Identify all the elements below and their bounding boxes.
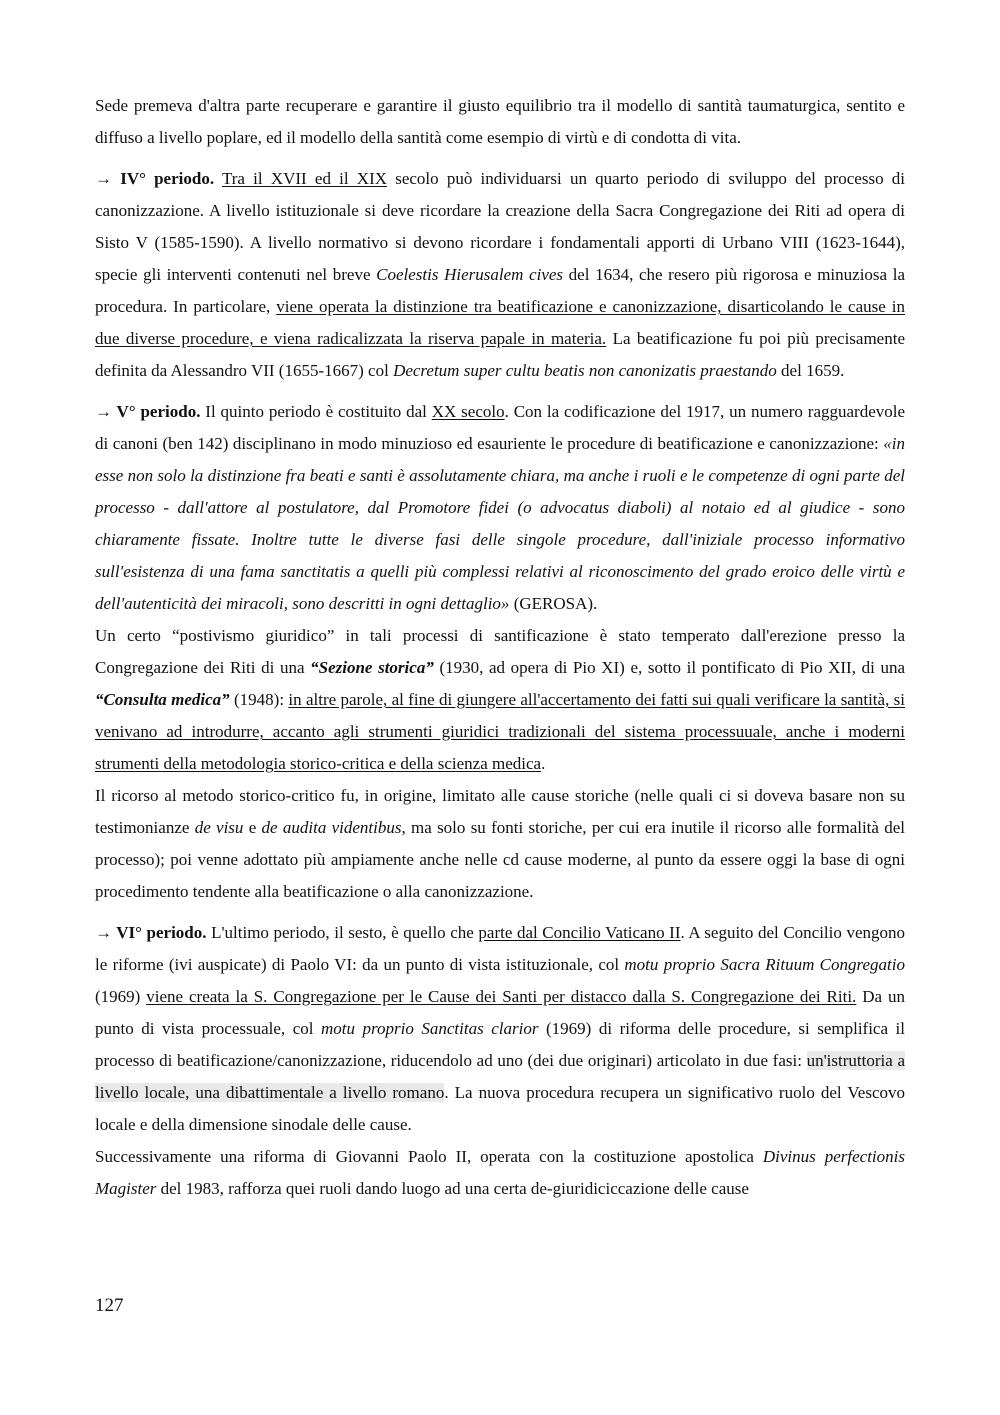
text-run: La beatificazione fu poi più precisamente definita da Alessandro VII (1655-1667) col xyxy=(95,329,905,380)
document-body xyxy=(95,90,905,1205)
text-run: . Con la codificazione del 1917, un numero ragguardevole di canoni (ben 142) disciplinano in modo minuzioso ed esauriente le procedure di beatificazione e canonizzazione: xyxy=(95,402,906,453)
highlighted-phrase: un'istruttoria a livello locale, una dibattimentale a livello romano xyxy=(95,1051,905,1102)
underlined-phrase: parte dal Concilio Vaticano II xyxy=(478,923,681,942)
text-run: L'ultimo periodo, il sesto, è quello che xyxy=(206,923,479,942)
bold-italic-term: “Sezione storica” xyxy=(310,658,434,677)
text-run: secolo può individuarsi un quarto periodo di sviluppo del processo di canonizzazione. A livello istituzionale si deve ricordare la creazione della Sacra Congregazione dei Riti ad opera di Sisto V (1585-1590). A livello normativo si devono ricordare i fondamentali apporti di Urbano VIII (1623-1644), specie gli interventi contenuti nel breve xyxy=(95,169,905,284)
text-run: del 1659. xyxy=(776,361,845,380)
text-run: (1930, ad opera di Pio XI) e, sotto il pontificato di Pio XII, di una xyxy=(433,658,906,677)
underlined-phrase: Tra il XVII ed il XIX xyxy=(221,169,388,188)
italic-title: Coelestis Hierusalem cives xyxy=(376,265,564,284)
text-run: Da un punto di vista processuale, col xyxy=(95,987,906,1038)
text-run: Il ricorso al metodo storico-critico fu, in origine, limitato alle cause storiche (nelle quali ci si doveva basare non su testimonianze xyxy=(95,786,905,837)
paragraph-positivism xyxy=(95,620,905,780)
italic-title: motu proprio Sanctitas clarior xyxy=(321,1019,539,1038)
text-run: Sede premeva d'altra parte recuperare e garantire il giusto equilibrio tra il modello di santità taumaturgica, sentito e diffuso a livello poplare, ed il modello della santità come esempio di virtù e di condotta di vita. xyxy=(95,96,905,147)
paragraph-intro xyxy=(95,90,905,154)
italic-title: Decretum super cultu beatis non canonizatis praestando xyxy=(393,361,777,380)
italic-title: motu proprio Sacra Rituum Congregatio xyxy=(624,955,905,974)
text-run: del 1634, che resero più rigorosa e minuziosa la procedura. In particolare, xyxy=(95,265,905,316)
underlined-phrase: viene creata la S. Congregazione per le Cause dei Santi per distacco dalla S. Congregazione dei Riti. xyxy=(146,987,857,1006)
underlined-phrase: in altre parole, al fine di giungere all'accertamento dei fatti sui quali verificare la santità, si venivano ad introdurre, accanto agli strumenti giuridici tradizionali del sistema processuuale, anche i moderni strumenti della metodologia storico-critica e della scienza medica xyxy=(95,690,905,773)
underlined-phrase: XX secolo xyxy=(431,402,505,421)
paragraph-historical-method xyxy=(95,780,905,908)
italic-term: de visu xyxy=(194,818,244,837)
text-run: e xyxy=(243,818,262,837)
italic-term: de audita videntibus xyxy=(261,818,402,837)
text-run: Il quinto periodo è costituito dal xyxy=(200,402,432,421)
page-number: 127 xyxy=(95,1295,124,1316)
section-heading-vi: → VI° periodo. xyxy=(95,923,207,942)
text-run: . A seguito del Concilio vengono le riforme (ivi auspicate) di Paolo VI: da un punto di vista istituzionale, col xyxy=(95,923,905,974)
paragraph-period-iv xyxy=(95,163,905,387)
section-heading-v: → V° periodo. xyxy=(95,402,201,421)
italic-quotation: «in esse non solo la distinzione fra beati e santi è assolutamente chiara, ma anche i ruoli e le competenze di ogni parte del processo - dall'attore al postulatore, dal Promotore fidei (o advocatus diaboli) al notaio ed al giudice - sono chiaramente fissate. Inoltre tutte le diverse fasi delle singole procedure, dall'iniziale processo informativo sull'esistenza di una fama sanctitatis a quelli più complessi relativi al riconoscimento del grado eroico delle virtù e dell'autenticità dei miracoli, sono descritti in ogni dettaglio» xyxy=(95,434,905,613)
text-run: (1969) xyxy=(95,987,147,1006)
section-heading-iv: → IV° periodo. xyxy=(95,169,215,188)
bold-italic-term: “Consulta medica” xyxy=(95,690,230,709)
text-run: (1948): xyxy=(229,690,289,709)
paragraph-period-vi xyxy=(95,917,905,1141)
underlined-phrase: viene operata la distinzione tra beatificazione e canonizzazione, disarticolando le cause in due diverse procedure, e viena radicalizzata la riserva papale in materia. xyxy=(95,297,905,348)
text-run: Un certo “postivismo giuridico” in tali processi di santificazione è stato temperato dall'erezione presso la Congregazione dei Riti di una xyxy=(95,626,905,677)
text-run: , ma solo su fonti storiche, per cui era inutile il ricorso alle formalità del processo); poi venne adottato più ampiamente anche nelle cd cause moderne, al punto da essere oggi la base di ogni procedimento tendente alla beatificazione o alla canonizzazione. xyxy=(95,818,906,901)
italic-title: Divinus perfectionis Magister xyxy=(95,1147,905,1198)
text-run: Successivamente una riforma di Giovanni Paolo II, operata con la costituzione apostolica xyxy=(95,1147,763,1166)
text-run: del 1983, rafforza quei ruoli dando luogo ad una certa de-giuridiciccazione delle cause xyxy=(156,1179,749,1198)
text-run: . La nuova procedura recupera un significativo ruolo del Vescovo locale e della dimensione sinodale delle cause. xyxy=(95,1083,905,1134)
paragraph-john-paul-ii xyxy=(95,1141,905,1205)
text-run: . xyxy=(541,754,546,773)
text-run: (1969) di riforma delle procedure, si semplifica il processo di beatificazione/canonizzazione, riducendolo ad uno (dei due originari) articolato in due fasi: xyxy=(95,1019,905,1070)
paragraph-period-v xyxy=(95,396,905,620)
text-run: (GEROSA). xyxy=(509,594,598,613)
